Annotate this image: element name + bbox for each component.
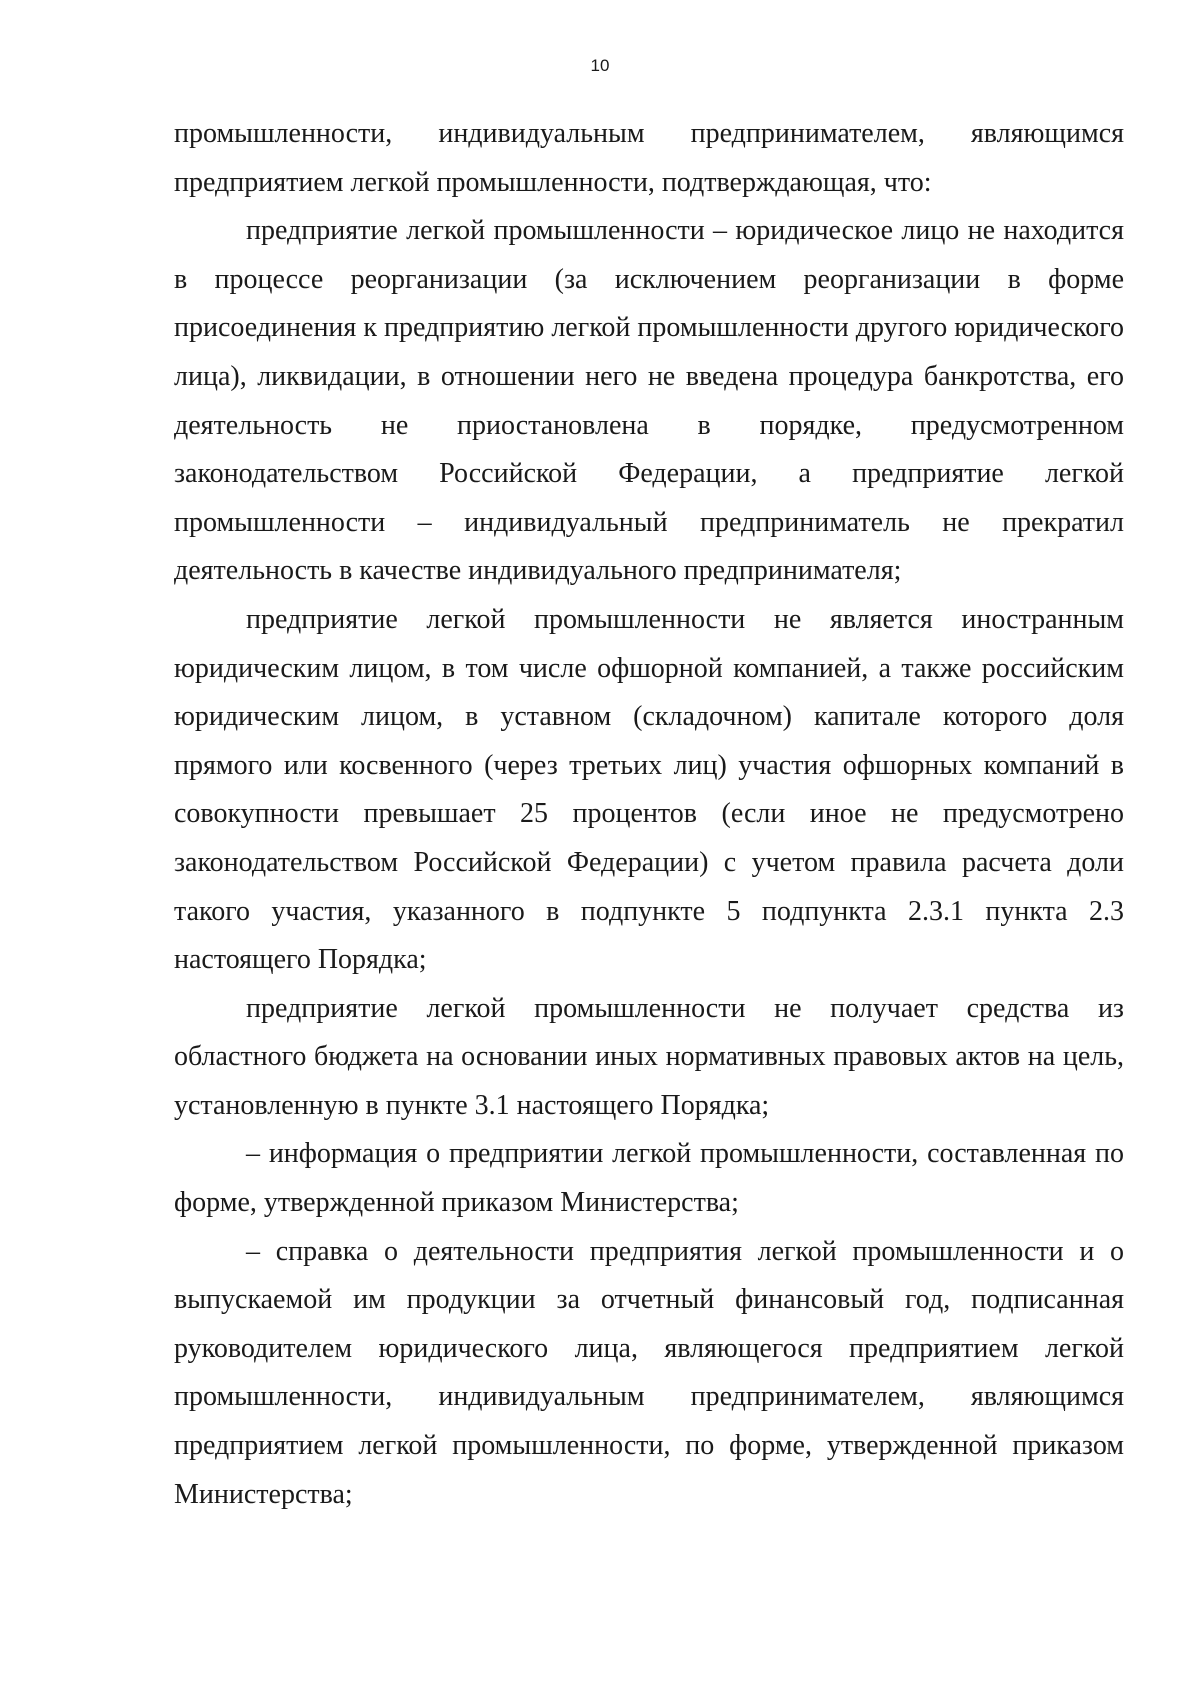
paragraph-certificate-item: – справка о деятельности предприятия легкой промышленности и о выпускаемой им продукции за отчетный финансовый год, подписанная руководителем юридического лица, являющегося предприятием легкой промышленности, индивидуальным предпринимателем, являющимся предприятием легкой промышленности, по форме, утвержденной приказом Министерства; bbox=[174, 1235, 1124, 1510]
paragraph-offshore-clause: предприятие легкой промышленности не является иностранным юридическим лицом, в том числе офшорной компанией, а также российским юридическим лицом, в уставном (складочном) капитале которого доля прямого или косвенного (через третьих лиц) участия офшорных компаний в совокупности превышает 25 процентов (если иное не предусмотрено законодательством Российской Федерации) с учетом правила расчета доли такого участия, указанного в подпункте 5 подпункта 2.3.1 пункта 2.3 настоящего Порядка; bbox=[174, 603, 1124, 976]
paragraph-continuation: промышленности, индивидуальным предпринимателем, являющимся предприятием легкой промышленности, подтверждающая, что: bbox=[174, 118, 1124, 198]
page-number: 10 bbox=[590, 56, 610, 75]
paragraph-reorganization-clause: предприятие легкой промышленности – юридическое лицо не находится в процессе реорганизации (за исключением реорганизации в форме присоединения к предприятию легкой промышленности другого юридического лица), ликвидации, в отношении него не введена процедура банкротства, его деятельность не приостановлена в порядке, предусмотренном законодательством Российской Федерации, а предприятие легкой промышленности – индивидуальный предприниматель не прекратил деятельность в качестве индивидуального предпринимателя; bbox=[174, 215, 1124, 587]
paragraph-budget-clause: предприятие легкой промышленности не получает средства из областного бюджета на основании иных нормативных правовых актов на цель, установленную в пункте 3.1 настоящего Порядка; bbox=[174, 992, 1124, 1121]
paragraph-information-item: – информация о предприятии легкой промышленности, составленная по форме, утвержденной приказом Министерства; bbox=[174, 1138, 1124, 1219]
document-body bbox=[174, 110, 1124, 1519]
